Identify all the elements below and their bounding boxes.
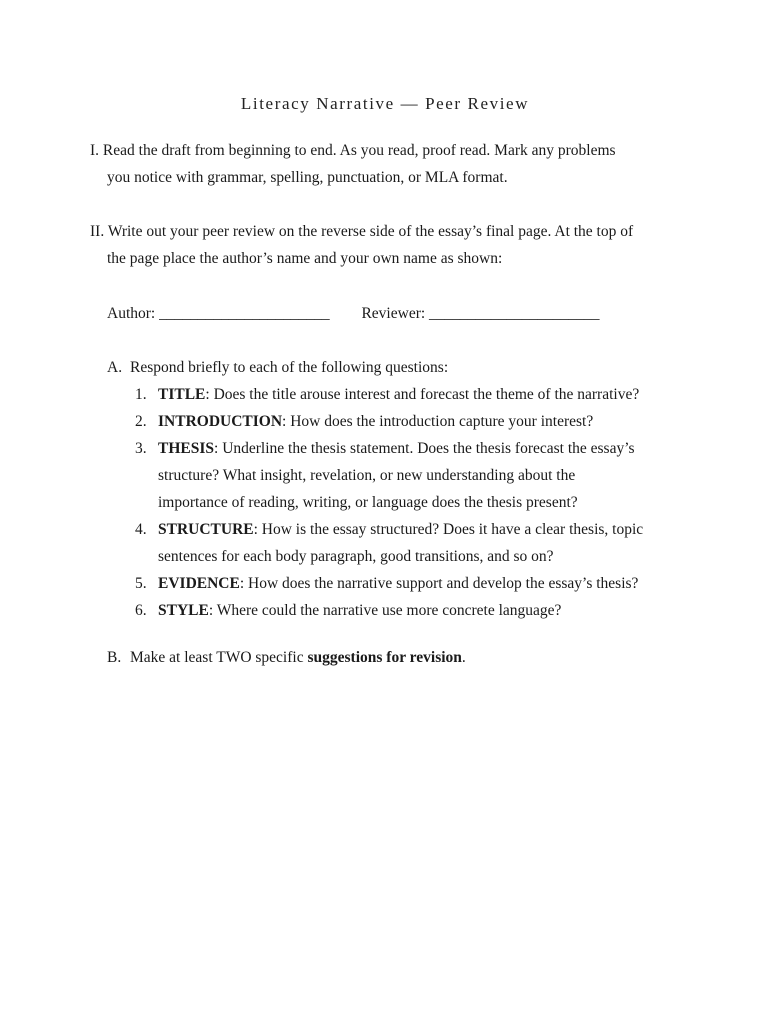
section-b-text: Make at least TWO specific	[130, 649, 308, 666]
question-number: 1.	[135, 386, 147, 403]
question-item	[107, 435, 707, 516]
question-text-cont: sentences for each body paragraph, good transitions, and so on?	[158, 548, 554, 565]
step-2-line-2: the page place the author’s name and your own name as shown:	[107, 250, 503, 267]
question-term: STRUCTURE	[158, 521, 254, 538]
question-item	[107, 381, 707, 408]
question-term: THESIS	[158, 440, 215, 457]
page-title: Literacy Narrative — Peer Review	[240, 94, 530, 113]
section-a-intro: Respond briefly to each of the following questions:	[130, 359, 449, 376]
question-term: TITLE	[158, 386, 206, 403]
question-item	[107, 597, 707, 624]
author-label: Author:	[107, 305, 156, 322]
question-text: : How does the narrative support and develop the essay’s thesis?	[239, 575, 639, 592]
question-text: : How does the introduction capture your interest?	[282, 413, 594, 430]
reviewer-blank: ______________________	[429, 305, 600, 322]
question-item	[107, 570, 707, 597]
question-text: : Where could the narrative use more concrete language?	[208, 602, 562, 619]
step-1-line-2: you notice with grammar, spelling, punctuation, or MLA format.	[107, 169, 508, 186]
step-2-label: II.	[90, 223, 105, 240]
question-number: 4.	[135, 521, 147, 538]
instruction-step-2	[90, 218, 690, 272]
question-item	[107, 408, 707, 435]
question-item	[107, 516, 707, 570]
question-term: INTRODUCTION	[158, 413, 283, 430]
section-b	[107, 644, 707, 671]
step-2-line-1: Write out your peer review on the reverse side of the essay’s final page. At the top of	[107, 223, 634, 240]
question-number: 5.	[135, 575, 147, 592]
question-number: 3.	[135, 440, 147, 457]
section-a-heading	[107, 354, 707, 381]
instruction-step-1	[90, 137, 690, 191]
question-text: : How is the essay structured? Does it have a clear thesis, topic	[253, 521, 644, 538]
author-blank: ______________________	[159, 305, 330, 322]
signature-row	[107, 300, 600, 327]
step-1-label: I.	[90, 142, 100, 159]
section-b-bold: suggestions for revision	[307, 649, 462, 666]
question-term: EVIDENCE	[158, 575, 240, 592]
question-text: : Does the title arouse interest and forecast the theme of the narrative?	[205, 386, 640, 403]
question-text: : Underline the thesis statement. Does the thesis forecast the essay’s	[214, 440, 635, 457]
section-a-letter: A.	[107, 359, 123, 376]
question-text-cont: structure? What insight, revelation, or new understanding about the	[158, 467, 576, 484]
section-a	[107, 354, 707, 624]
reviewer-label: Reviewer:	[361, 305, 426, 322]
question-number: 6.	[135, 602, 147, 619]
step-1-line-1: Read the draft from beginning to end. As you read, proof read. Mark any problems	[102, 142, 616, 159]
section-b-end: .	[461, 649, 466, 666]
question-term: STYLE	[158, 602, 209, 619]
question-list	[107, 381, 707, 624]
question-text-cont: importance of reading, writing, or language does the thesis present?	[158, 494, 578, 511]
section-b-letter: B.	[107, 649, 122, 666]
question-number: 2.	[135, 413, 147, 430]
